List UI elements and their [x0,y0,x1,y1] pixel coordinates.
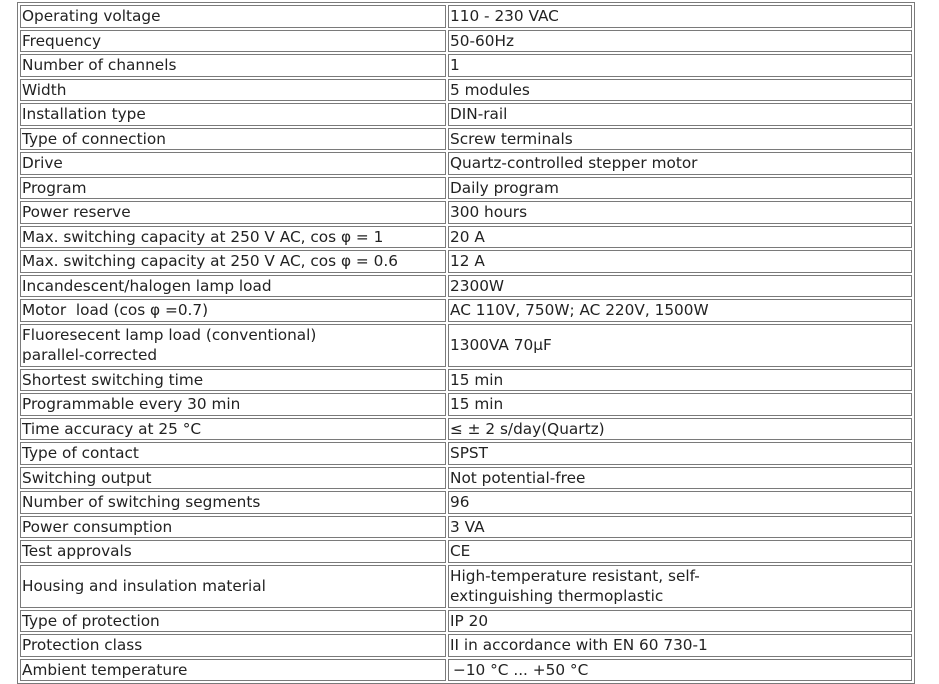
table-row [20,226,912,249]
table-row [20,516,912,539]
table-row [20,275,912,298]
table-row [20,54,912,77]
spec-label: Type of connection [20,128,446,151]
spec-label: Type of protection [20,610,446,633]
spec-value: 1300VA 70μF [448,324,912,367]
spec-value: 15 min [448,393,912,416]
spec-value: AC 110V, 750W; AC 220V, 1500W [448,299,912,322]
spec-label: Incandescent/halogen lamp load [20,275,446,298]
table-row [20,467,912,490]
spec-value: 2300W [448,275,912,298]
table-row [20,442,912,465]
table-row [20,103,912,126]
spec-value: 110 - 230 VAC [448,5,912,28]
spec-value: 96 [448,491,912,514]
table-row [20,5,912,28]
spec-value: Quartz-controlled stepper motor [448,152,912,175]
spec-value: 12 A [448,250,912,273]
spec-label: Type of contact [20,442,446,465]
spec-value: 20 A [448,226,912,249]
table-row [20,79,912,102]
spec-label: Motor load (cos φ =0.7) [20,299,446,322]
spec-value: IP 20 [448,610,912,633]
spec-label: Number of switching segments [20,491,446,514]
spec-value: 5 modules [448,79,912,102]
table-row [20,418,912,441]
spec-value: Screw terminals [448,128,912,151]
spec-label: Housing and insulation material [20,565,446,608]
table-row [20,393,912,416]
spec-value: II in accordance with EN 60 730-1 [448,634,912,657]
spec-label: Fluoresecent lamp load (conventional) parallel-corrected [20,324,446,367]
spec-value: −10 °C ... +50 °C [448,659,912,682]
spec-label: Time accuracy at 25 °C [20,418,446,441]
spec-label: Power reserve [20,201,446,224]
spec-label: Shortest switching time [20,369,446,392]
table-row [20,369,912,392]
table-row [20,565,912,608]
spec-label: Ambient temperature [20,659,446,682]
spec-value: 1 [448,54,912,77]
spec-label: Frequency [20,30,446,53]
table-row [20,659,912,682]
spec-label: Program [20,177,446,200]
spec-value: 15 min [448,369,912,392]
table-row [20,250,912,273]
table-row [20,299,912,322]
spec-value: High-temperature resistant, self-extinguishing thermoplastic [448,565,912,608]
spec-label: Protection class [20,634,446,657]
spec-value: ≤ ± 2 s/day(Quartz) [448,418,912,441]
spec-value: 3 VA [448,516,912,539]
spec-label: Max. switching capacity at 250 V AC, cos φ = 0.6 [20,250,446,273]
spec-value: 50-60Hz [448,30,912,53]
table-row [20,128,912,151]
table-row [20,610,912,633]
table-row [20,30,912,53]
spec-value: DIN-rail [448,103,912,126]
spec-label: Number of channels [20,54,446,77]
table-row [20,152,912,175]
spec-value: SPST [448,442,912,465]
table-row [20,634,912,657]
spec-label: Power consumption [20,516,446,539]
table-row [20,491,912,514]
spec-table [17,2,915,684]
spec-label: Programmable every 30 min [20,393,446,416]
spec-label: Test approvals [20,540,446,563]
spec-value: 300 hours [448,201,912,224]
spec-label: Operating voltage [20,5,446,28]
spec-value: CE [448,540,912,563]
spec-value: Daily program [448,177,912,200]
spec-label: Switching output [20,467,446,490]
spec-label: Installation type [20,103,446,126]
spec-label: Width [20,79,446,102]
spec-label: Max. switching capacity at 250 V AC, cos φ = 1 [20,226,446,249]
table-row [20,201,912,224]
spec-label: Drive [20,152,446,175]
table-row [20,540,912,563]
table-row [20,324,912,367]
spec-value: Not potential-free [448,467,912,490]
table-row [20,177,912,200]
